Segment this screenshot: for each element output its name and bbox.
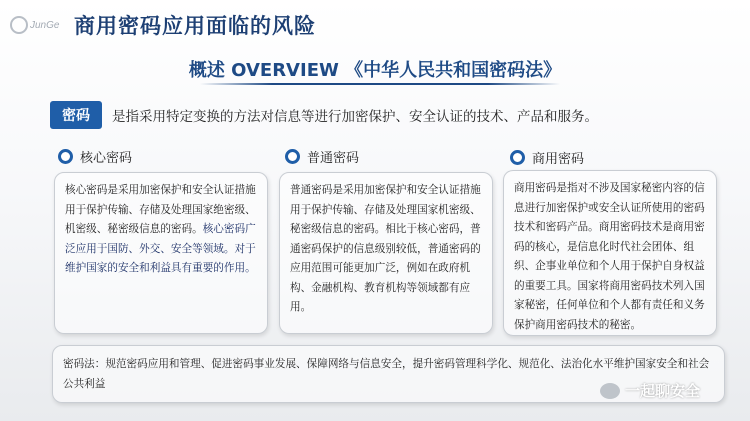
card-ordinary [279,172,493,334]
card-commercial [503,170,717,336]
card-core-title: 核心密码 [80,151,133,166]
logo-mark-icon [10,16,28,34]
definition-row [50,100,730,130]
ring-bullet-icon [285,149,300,164]
card-commercial-body: 商用密码是指对不涉及国家秘密内容的信息进行加密保护或安全认证所使用的密码技术和密码产品。商用密码技术是商用密码的核心，是信息化时代社会团体、组织、企事业单位和个人用于保护自身权益的重要工具。国家将商用密码技术列入国家秘密，任何单位和个人都有责任和义务保护商用密码技术的秘密。 [514,182,705,331]
card-core [54,172,268,334]
watermark-text: 一起聊安全 [625,382,701,400]
definition-badge: 密码 [50,101,102,129]
card-ordinary-title: 普通密码 [307,151,360,166]
company-logo [10,8,62,42]
law-summary-text: 密码法：规范密码应用和管理、促进密码事业发展、保障网络与信息安全，提升密码管理科学化、规范化、法治化水平维护国家安全和社会公共利益 [63,358,710,390]
card-commercial-title: 商用密码 [532,152,585,167]
card-core-highlight: 核心密码广泛应用于国防、外交、安全等领域。对于维护国家的安全和利益具有重要的作用。 [65,223,256,274]
watermark [600,380,700,401]
definition-text: 是指采用特定变换的方法对信息等进行加密保护、安全认证的技术、产品和服务。 [112,109,598,125]
page-title: 商用密码应用面临的风险 [74,14,316,38]
card-ordinary-header [285,147,359,166]
overview-underline [200,83,560,85]
card-core-header [58,147,132,166]
card-core-body: 核心密码是采用加密保护和安全认证措施用于保护传输、存储及处理国家绝密级、机密级、秘密级信息的密码。 [65,184,256,235]
ring-bullet-icon [510,150,525,165]
card-commercial-header [510,148,584,167]
card-ordinary-body: 普通密码是采用加密保护和安全认证措施用于保护传输、存储及处理国家机密级、秘密级信息的密码。相比于核心密码，普通密码保护的信息级别较低，普通密码的应用范围可能更加广泛，例如在政府机构、金融机构、教育机构等领域都有应用。 [290,184,481,313]
overview-heading: 概述 OVERVIEW 《中华人民共和国密码法》 [188,60,562,81]
wechat-icon [600,383,620,399]
ring-bullet-icon [58,149,73,164]
logo-text: JunGe [30,19,60,31]
